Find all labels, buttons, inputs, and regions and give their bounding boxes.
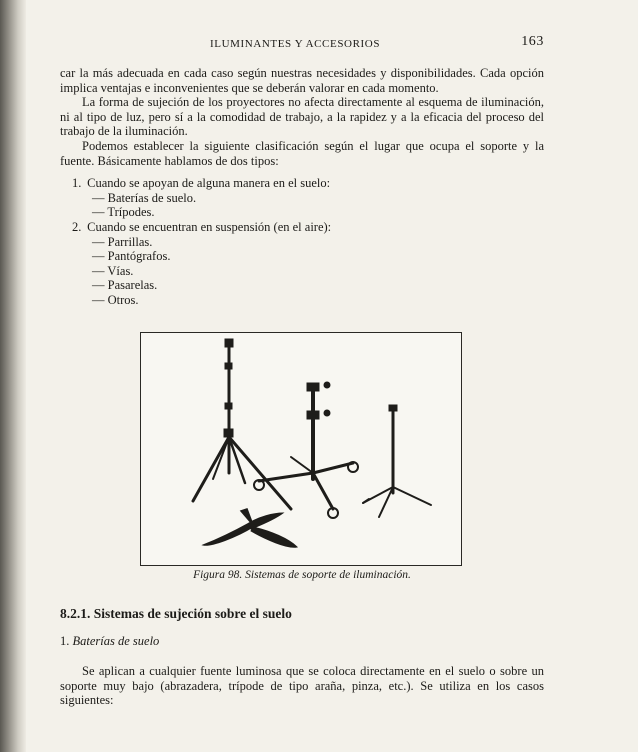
page-number: 163 xyxy=(521,34,544,49)
list-text: Cuando se encuentran en suspensión (en el aire): xyxy=(87,219,332,234)
subsection-heading xyxy=(60,634,159,649)
sub-list-item: — Baterías de suelo. xyxy=(92,190,197,205)
rolling-stand-drawing xyxy=(254,382,358,518)
sub-list-item: — Parrillas. xyxy=(92,234,153,249)
paragraph-2: La forma de sujeción de los proyectores no afecta directamente al esquema de iluminación, ni al tipo de luz, pero sí a la comodidad de trabajo, a la rapidez y a la eficacia del proceso del trabajo de la iluminación. xyxy=(60,95,544,139)
sub-list-item: — Pasarelas. xyxy=(92,278,158,293)
section-heading: 8.2.1. Sistemas de sujeción sobre el suelo xyxy=(60,606,292,621)
list-item xyxy=(72,220,544,308)
figure-caption: Figura 98. Sistemas de soporte de iluminación. xyxy=(193,569,411,581)
sub-list-item: — Trípodes. xyxy=(92,205,155,220)
floor-stand-drawing xyxy=(203,509,297,547)
running-title: ILUMINANTES Y ACCESORIOS xyxy=(210,38,381,50)
sub-list xyxy=(72,191,544,220)
list-number: 2. xyxy=(72,219,82,234)
list-number: 1. xyxy=(72,176,82,191)
sub-list-item: — Pantógrafos. xyxy=(92,249,171,264)
sub-list xyxy=(72,235,544,308)
page-header xyxy=(60,26,544,48)
tripod-stand-drawing xyxy=(193,339,291,509)
figure-lighting-stands xyxy=(140,332,462,566)
sub-list-item: — Otros. xyxy=(92,292,139,307)
c-stand-drawing xyxy=(363,405,431,517)
lighting-stands-illustration xyxy=(141,333,461,565)
paragraph-3: Podemos establecer la siguiente clasificación según el lugar que ocupa el soporte y la fuente. Básicamente hablamos de dos tipos: xyxy=(60,138,544,168)
section-body: Se aplican a cualquier fuente luminosa que se coloca directamente en el suelo o sobre un soporte muy bajo (abrazadera, trípode de tipo araña, pinza, etc.). Se utiliza en los casos siguientes: xyxy=(60,664,544,708)
book-spine-shadow xyxy=(0,0,26,752)
subsection-number: 1. xyxy=(60,634,70,648)
list-text: Cuando se apoyan de alguna manera en el suelo: xyxy=(87,176,331,191)
book-page xyxy=(60,26,544,708)
list-item xyxy=(72,176,544,220)
paragraph-1: car la más adecuada en cada caso según nuestras necesidades y disponibilidades. Cada opción implica ventajas e inconvenientes que se deberán valorar en cada momento. xyxy=(60,66,544,95)
subsection-title: Baterías de suelo xyxy=(72,634,160,648)
sub-list-item: — Vías. xyxy=(92,263,134,278)
support-type-list xyxy=(60,176,544,307)
